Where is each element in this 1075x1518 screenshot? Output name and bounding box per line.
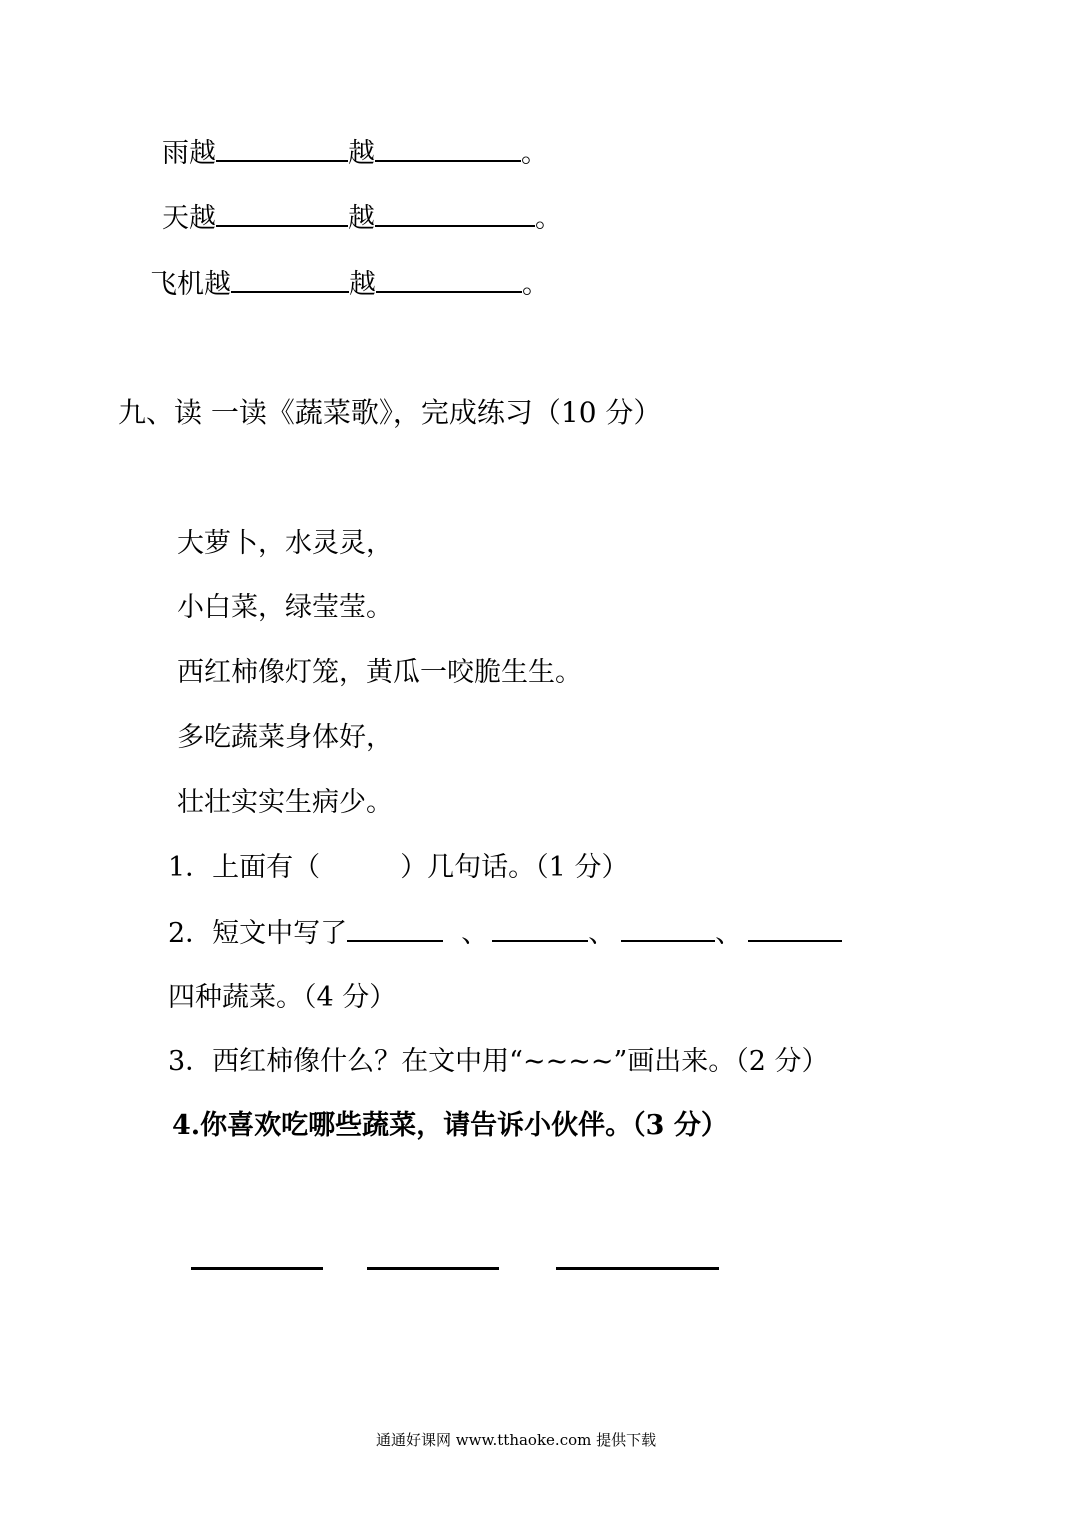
question-1-start: 1．上面有（ — [168, 852, 321, 883]
poem-line: 大萝卜，水灵灵， — [177, 528, 393, 559]
fill-in-line-1 — [162, 136, 548, 171]
answer-blank[interactable] — [216, 136, 348, 162]
separator: 、 — [588, 918, 616, 949]
poem-line: 壮壮实实生病少。 — [177, 787, 393, 818]
question-1-end: ）几句话。（1 分） — [400, 852, 629, 883]
answer-blank[interactable] — [376, 267, 522, 293]
answer-line[interactable] — [367, 1267, 499, 1270]
poem-line: 小白菜，绿莹莹。 — [177, 592, 393, 623]
answer-blank[interactable] — [621, 916, 715, 942]
poem-line: 西红柿像灯笼，黄瓜一咬脆生生。 — [177, 657, 582, 688]
answer-line[interactable] — [556, 1267, 719, 1270]
question-2-start: 2．短文中写了 — [168, 918, 348, 949]
fill-in-prefix: 天越 — [162, 203, 216, 234]
fill-in-prefix: 飞机越 — [150, 269, 231, 300]
fill-in-end: 。 — [522, 269, 549, 300]
page-footer: 通通好课网 www.tthaoke.com 提供下载 — [376, 1431, 657, 1449]
answer-blank[interactable] — [231, 267, 349, 293]
answer-blank[interactable] — [748, 916, 842, 942]
fill-in-line-3 — [150, 267, 549, 302]
answer-blank[interactable] — [375, 136, 521, 162]
question-4: 4.你喜欢吃哪些蔬菜，请告诉小伙伴。（3 分） — [172, 1110, 728, 1141]
question-1 — [168, 851, 628, 885]
fill-in-middle: 越 — [349, 269, 376, 300]
question-2 — [168, 916, 842, 951]
fill-in-middle: 越 — [348, 203, 375, 234]
poem-line: 多吃蔬菜身体好， — [177, 722, 393, 753]
section-heading: 九、读 一读《蔬菜歌》，完成练习（10 分） — [118, 396, 662, 429]
fill-in-end: 。 — [535, 203, 562, 234]
fill-in-line-2 — [162, 201, 562, 236]
separator: 、 — [461, 918, 489, 949]
answer-line[interactable] — [191, 1267, 323, 1270]
fill-in-middle: 越 — [348, 138, 375, 169]
separator: 、 — [715, 918, 743, 949]
fill-in-prefix: 雨越 — [162, 138, 216, 169]
answer-blank[interactable] — [347, 916, 443, 942]
answer-blank[interactable] — [492, 916, 588, 942]
answer-blank[interactable] — [375, 201, 535, 227]
answer-blank[interactable] — [216, 201, 348, 227]
question-2-continued: 四种蔬菜。（4 分） — [168, 982, 397, 1013]
question-3: 3．西红柿像什么？在文中用“~~~~”画出来。（2 分） — [168, 1046, 829, 1077]
fill-in-end: 。 — [521, 138, 548, 169]
